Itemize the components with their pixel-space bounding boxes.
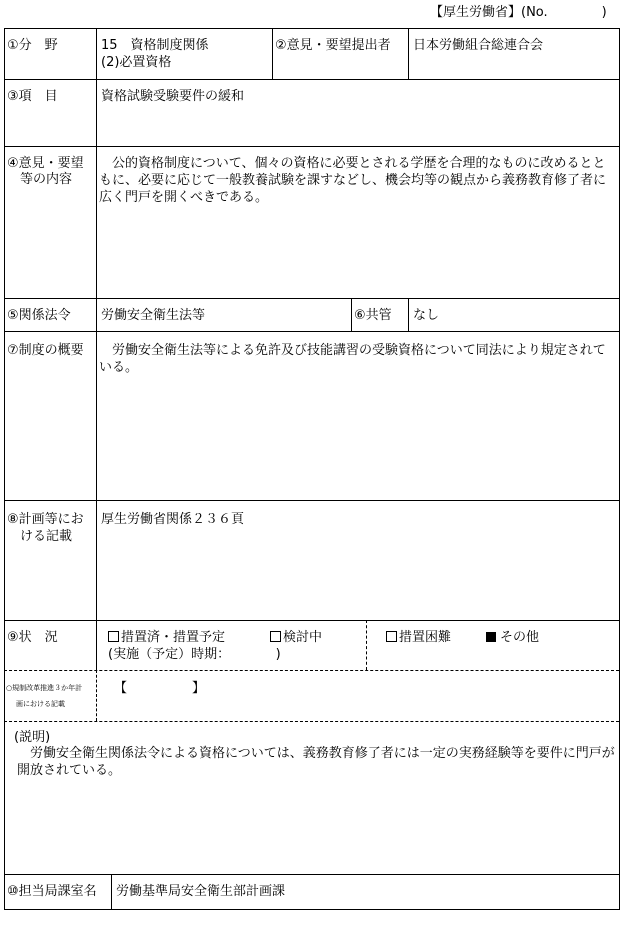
status-option-review-label: 検討中 [283,630,323,645]
law-value: 労働安全衛生法等 [101,308,206,323]
explanation-text: 労働安全衛生関係法令による資格については、義務教育修了者には一定の実務経験等を要件に門戸が開放されている。 [17,746,615,778]
checkbox-empty-icon [270,631,281,642]
checkbox-empty-icon [386,631,397,642]
joint-value: なし [413,308,440,323]
field-value-line1: 15 資格制度関係 [101,38,209,53]
checkbox-empty-icon [108,631,119,642]
status-option-done-label: 措置済・措置予定 [121,630,226,645]
joint-label: ⑥共管 [354,308,392,323]
plan-label-line2: ける記載 [20,529,73,544]
opinion-label-line2: 等の内容 [20,172,73,187]
status-option-difficult-label: 措置困難 [399,630,452,645]
office-value: 労働基準局安全衛生部計画課 [116,884,286,899]
overview-text: 労働安全衛生法等による免許及び技能講習の受験資格について同法により規定されている。 [99,343,606,375]
field-value-line2: (2)必置資格 [101,55,172,70]
triennial-value: 【 】 [114,681,206,696]
ministry-header [430,4,607,21]
plan-label-line1: ⑧計画等にお [7,512,84,527]
status-schedule: (実施（予定）時期： ) [108,647,281,662]
law-label: ⑤関係法令 [7,308,71,323]
status-option-review[interactable] [270,629,322,646]
status-option-difficult[interactable] [386,629,451,646]
field-label: ①分 野 [7,38,58,53]
status-option-other[interactable] [486,629,539,646]
opinion-label-line1: ④意見・要望 [7,156,84,171]
triennial-label-line1: ○規制改革推進３か年計 [6,684,83,692]
overview-label: ⑦制度の概要 [7,343,84,358]
item-value: 資格試験受験要件の緩和 [101,89,245,104]
status-option-other-label: その他 [500,630,540,645]
submitter-label: ②意見・要望提出者 [275,38,391,53]
item-label: ③項 目 [7,89,58,104]
triennial-label-line2: 画における記載 [16,700,65,708]
submitter-value: 日本労働組合総連合会 [413,38,544,53]
opinion-text: 公的資格制度について、個々の資格に必要とされる学歴を合理的なものに改めるとともに、必要に応じて一般教養試験を課すなどし、機会均等の観点から義務教育修了者に広く門戸を開くべきである。 [99,156,607,205]
office-label: ⑩担当局課室名 [7,884,97,899]
checkbox-filled-icon [486,632,496,642]
status-option-done[interactable] [108,629,225,646]
plan-value: 厚生労働省関係２３６頁 [101,512,245,527]
number-close: ) [601,5,607,20]
status-label: ⑨状 況 [7,630,58,645]
ministry-name: 【厚生労働省】 [430,5,522,20]
number-label: (No. [521,5,548,20]
explanation-heading: (説明) [14,730,51,745]
